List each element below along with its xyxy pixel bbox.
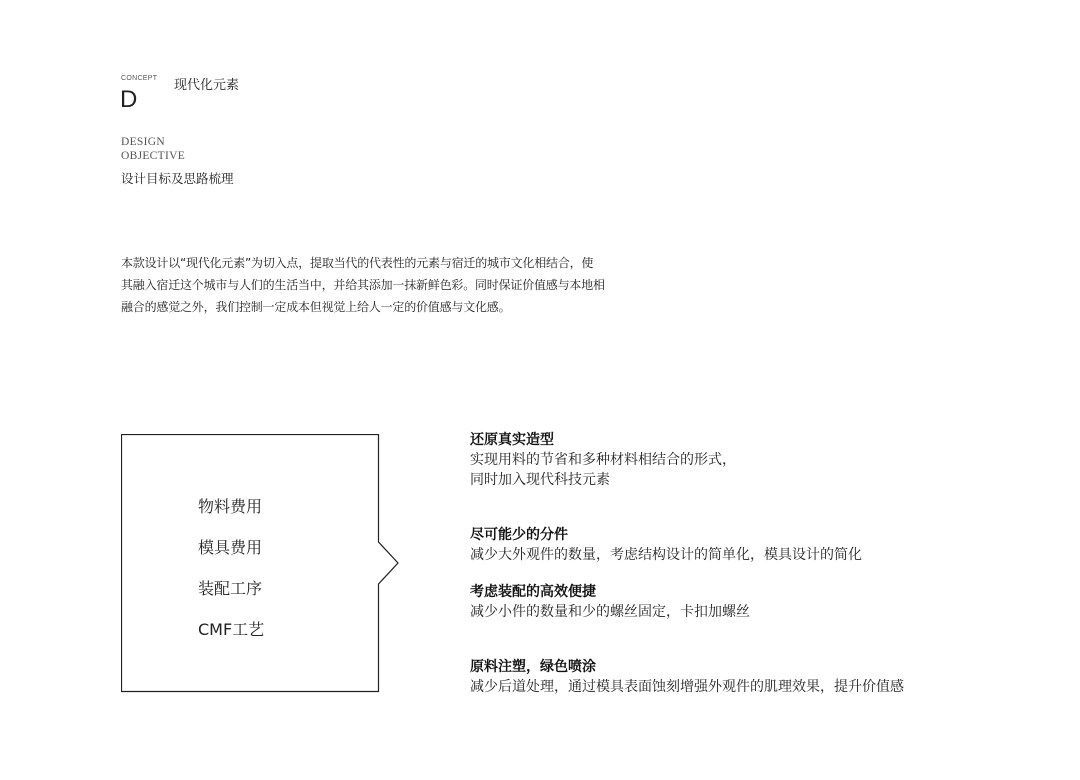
concept-label: CONCEPT [121, 75, 158, 82]
design-point-title: 尽可能少的分件 [470, 527, 568, 543]
cost-factors-list [198, 486, 264, 650]
concept-letter: D [120, 86, 138, 113]
intro-paragraph [121, 252, 641, 318]
design-point-title: 原料注塑，绿色喷涂 [470, 659, 596, 675]
design-point-title: 考虑装配的高效便捷 [470, 584, 596, 600]
design-point [470, 525, 1030, 565]
design-point-desc: 同时加入现代科技元素 [470, 472, 610, 488]
cost-factor-item: 装配工序 [198, 579, 263, 598]
cost-factor-item: CMF工艺 [198, 620, 265, 639]
concept-title: 现代化元素 [174, 78, 240, 93]
design-point-desc: 减少后道处理，通过模具表面蚀刻增强外观件的肌理效果，提升价值感 [470, 679, 904, 695]
design-objective-line-2: OBJECTIVE [121, 150, 186, 162]
design-point [470, 582, 1030, 622]
design-point [470, 657, 1030, 697]
design-point-desc: 减少小件的数量和少的螺丝固定，卡扣加螺丝 [470, 604, 750, 620]
design-point-desc: 减少大外观件的数量，考虑结构设计的简单化，模具设计的简化 [470, 547, 862, 563]
intro-line: 本款设计以“现代化元素”为切入点，提取当代的代表性的元素与宿迁的城市文化相结合，使 [121, 256, 594, 270]
design-point [470, 430, 1030, 490]
cost-factor-item: 模具费用 [198, 538, 263, 557]
design-point-desc: 实现用料的节省和多种材料相结合的形式， [470, 452, 736, 468]
cost-factor-item: 物料费用 [198, 497, 263, 516]
cost-factors-callout [121, 434, 401, 694]
intro-line: 其融入宿迁这个城市与人们的生活当中，并给其添加一抹新鲜色彩。同时保证价值感与本地相 [121, 278, 605, 292]
design-point-title: 还原真实造型 [470, 432, 554, 448]
design-objective-subtitle: 设计目标及思路梳理 [121, 171, 234, 186]
design-objective-line-1: DESIGN [121, 136, 165, 148]
intro-line: 融合的感觉之外，我们控制一定成本但视觉上给人一定的价值感与文化感。 [121, 300, 511, 314]
design-objective-heading [121, 135, 185, 163]
